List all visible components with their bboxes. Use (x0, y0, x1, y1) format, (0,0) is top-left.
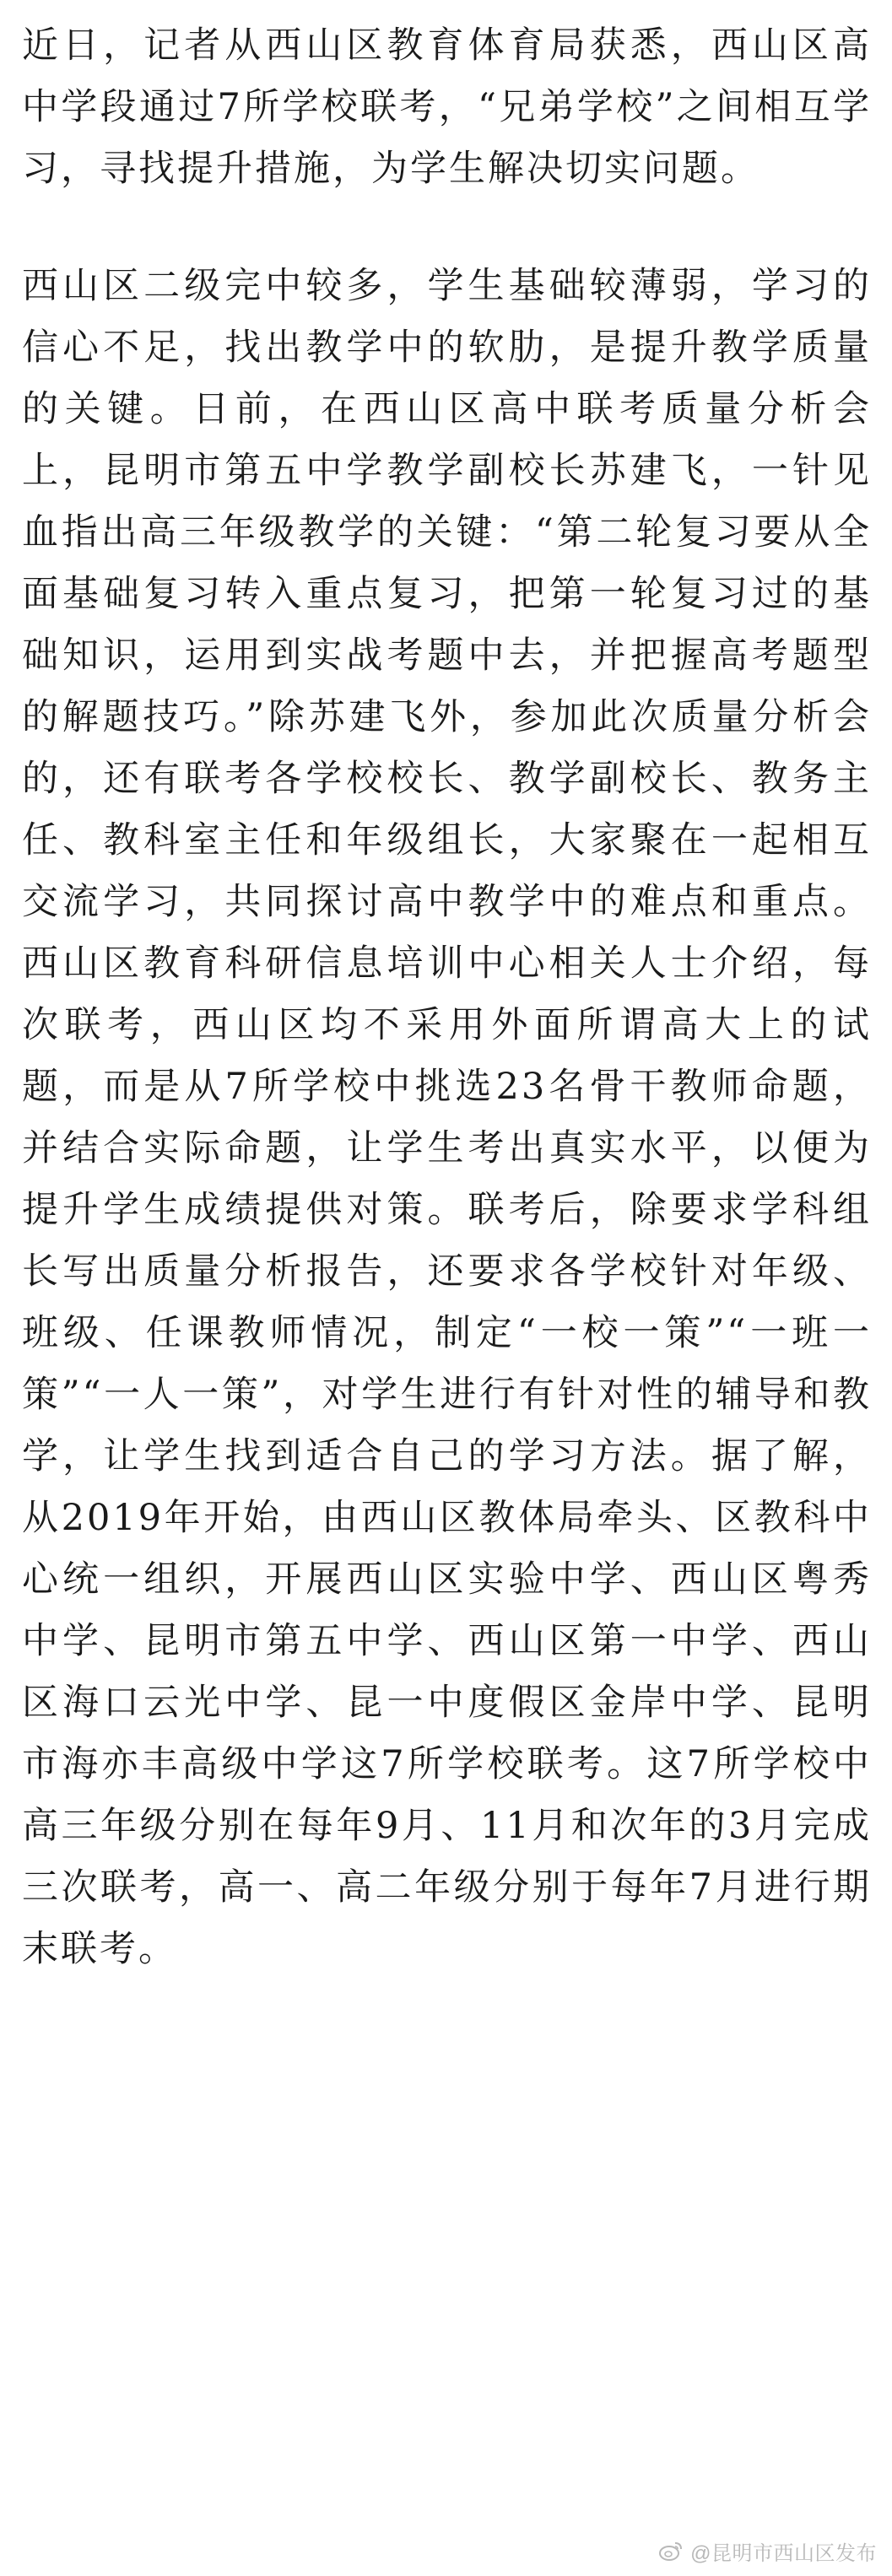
source-watermark (658, 2534, 877, 2568)
article-paragraph-1: 近日，记者从西山区教育体育局获悉，西山区高中学段通过7所学校联考，“兄弟学校”之间相互学习，寻找提升措施，为学生解决切实问题。 (22, 24, 872, 190)
watermark-text: @昆明市西山区发布 (690, 2541, 877, 2565)
weibo-icon (658, 2540, 684, 2562)
article-paragraph-2: 西山区二级完中较多，学生基础较薄弱，学习的信心不足，找出教学中的软肋，是提升教学质量的关键。日前，在西山区高中联考质量分析会上，昆明市第五中学教学副校长苏建飞，一针见血指出高三年级教学的关键：“第二轮复习要从全面基础复习转入重点复习，把第一轮复习过的基础知识，运用到实战考题中去，并把握高考题型的解题技巧。”除苏建飞外，参加此次质量分析会的，还有联考各学校校长、教学副校长、教务主任、教科室主任和年级组长，大家聚在一起相互交流学习，共同探讨高中教学中的难点和重点。西山区教育科研信息培训中心相关人士介绍，每次联考，西山区均不采用外面所谓高大上的试题，而是从7所学校中挑选23名骨干教师命题，并结合实际命题，让学生考出真实水平，以便为提升学生成绩提供对策。联考后，除要求学科组长写出质量分析报告，还要求各学校针对年级、班级、任课教师情况，制定“一校一策”“一班一策”“一人一策”，对学生进行有针对性的辅导和教学，让学生找到适合自己的学习方法。据了解，从2019年开始，由西山区教体局牵头、区教科中心统一组织，开展西山区实验中学、西山区粤秀中学、昆明市第五中学、西山区第一中学、西山区海口云光中学、昆一中度假区金岸中学、昆明市海亦丰高级中学这7所学校联考。这7所学校中高三年级分别在每年9月、11月和次年的3月完成三次联考，高一、高二年级分别于每年7月进行期末联考。 (22, 265, 872, 1970)
